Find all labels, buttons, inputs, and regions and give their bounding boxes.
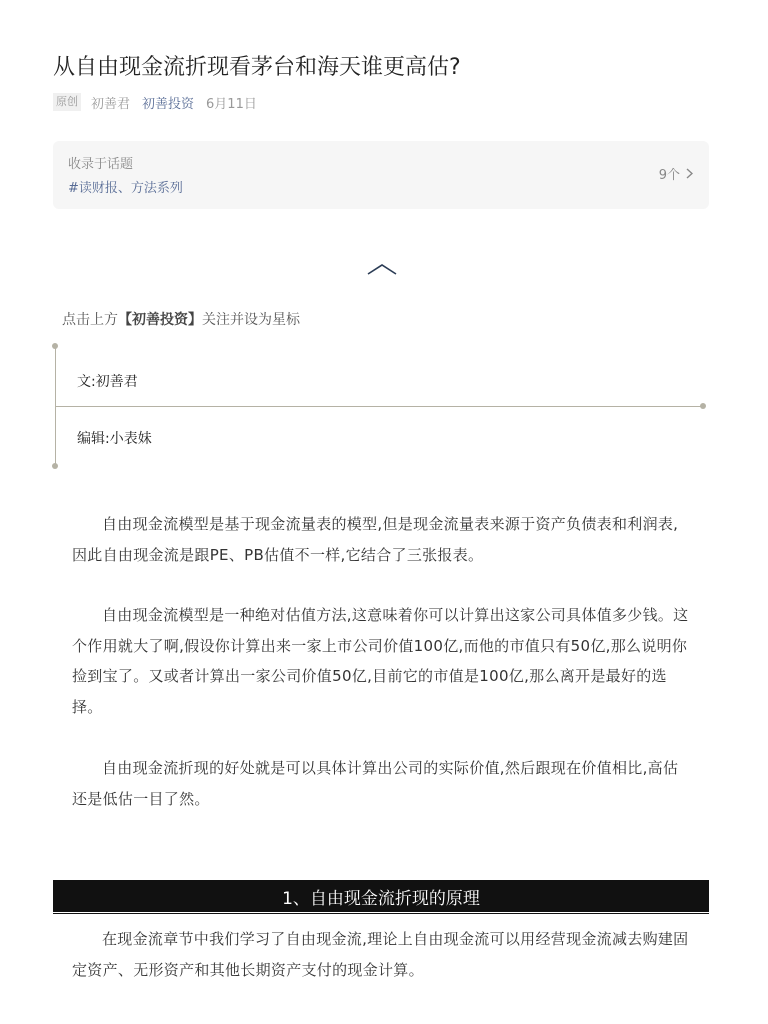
follow-prompt xyxy=(62,309,300,329)
section-heading xyxy=(53,880,709,912)
body-paragraph-2: 自由现金流模型是一种绝对估值方法,这意味着你可以计算出这家公司具体值多少钱。这个作用就大了啊,假设你计算出来一家上市公司价值100亿,而他的市值只有50亿,那么说明你捡到宝了。又或者计算出一家公司价值50亿,目前它的市值是100亿,那么离开是最好的选择。 xyxy=(72,606,689,716)
byline-horizontal-divider xyxy=(55,406,703,407)
article-title: 从自由现金流折现看茅台和海天谁更高估? xyxy=(53,55,461,80)
topic-label: 收录于话题 xyxy=(68,157,134,172)
body-paragraph-1: 自由现金流模型是基于现金流量表的模型,但是现金流量表来源于资产负债表和利润表,因此自由现金流是跟PE、PB估值不一样,它结合了三张报表。 xyxy=(72,515,679,564)
account-link[interactable]: 初善投资 xyxy=(142,96,195,112)
divider-dot-right xyxy=(700,403,706,409)
topic-count-text: 9个 xyxy=(658,168,680,183)
follow-prefix: 点击上方 xyxy=(62,312,118,328)
divider-dot-top xyxy=(52,343,58,349)
original-badge: 原创 xyxy=(53,93,81,111)
article-meta xyxy=(53,91,257,113)
editor-credit: 编辑:小表妹 xyxy=(77,431,152,447)
topic-count[interactable] xyxy=(659,164,693,183)
chevron-right-icon xyxy=(686,168,693,179)
section-heading-text: 1、自由现金流折现的原理 xyxy=(282,888,480,909)
section-underline xyxy=(53,913,709,914)
body-paragraph-3: 自由现金流折现的好处就是可以具体计算出公司的实际价值,然后跟现在价值相比,高估还是低估一目了然。 xyxy=(72,759,679,808)
chevron-up-icon[interactable] xyxy=(367,262,397,276)
follow-account[interactable]: 【初善投资】 xyxy=(118,312,202,328)
divider-dot-bottom xyxy=(52,463,58,469)
topic-tag-link[interactable]: #读财报、方法系列 xyxy=(68,181,183,196)
topic-card[interactable] xyxy=(53,141,709,209)
writer-credit: 文:初善君 xyxy=(77,374,138,390)
author-name: 初善君 xyxy=(91,96,131,112)
section-paragraph-1: 在现金流章节中我们学习了自由现金流,理论上自由现金流可以用经营现金流减去购建固定资产、无形资产和其他长期资产支付的现金计算。 xyxy=(72,930,689,979)
follow-suffix: 关注并设为星标 xyxy=(202,312,300,328)
publish-date: 6月11日 xyxy=(206,96,257,112)
